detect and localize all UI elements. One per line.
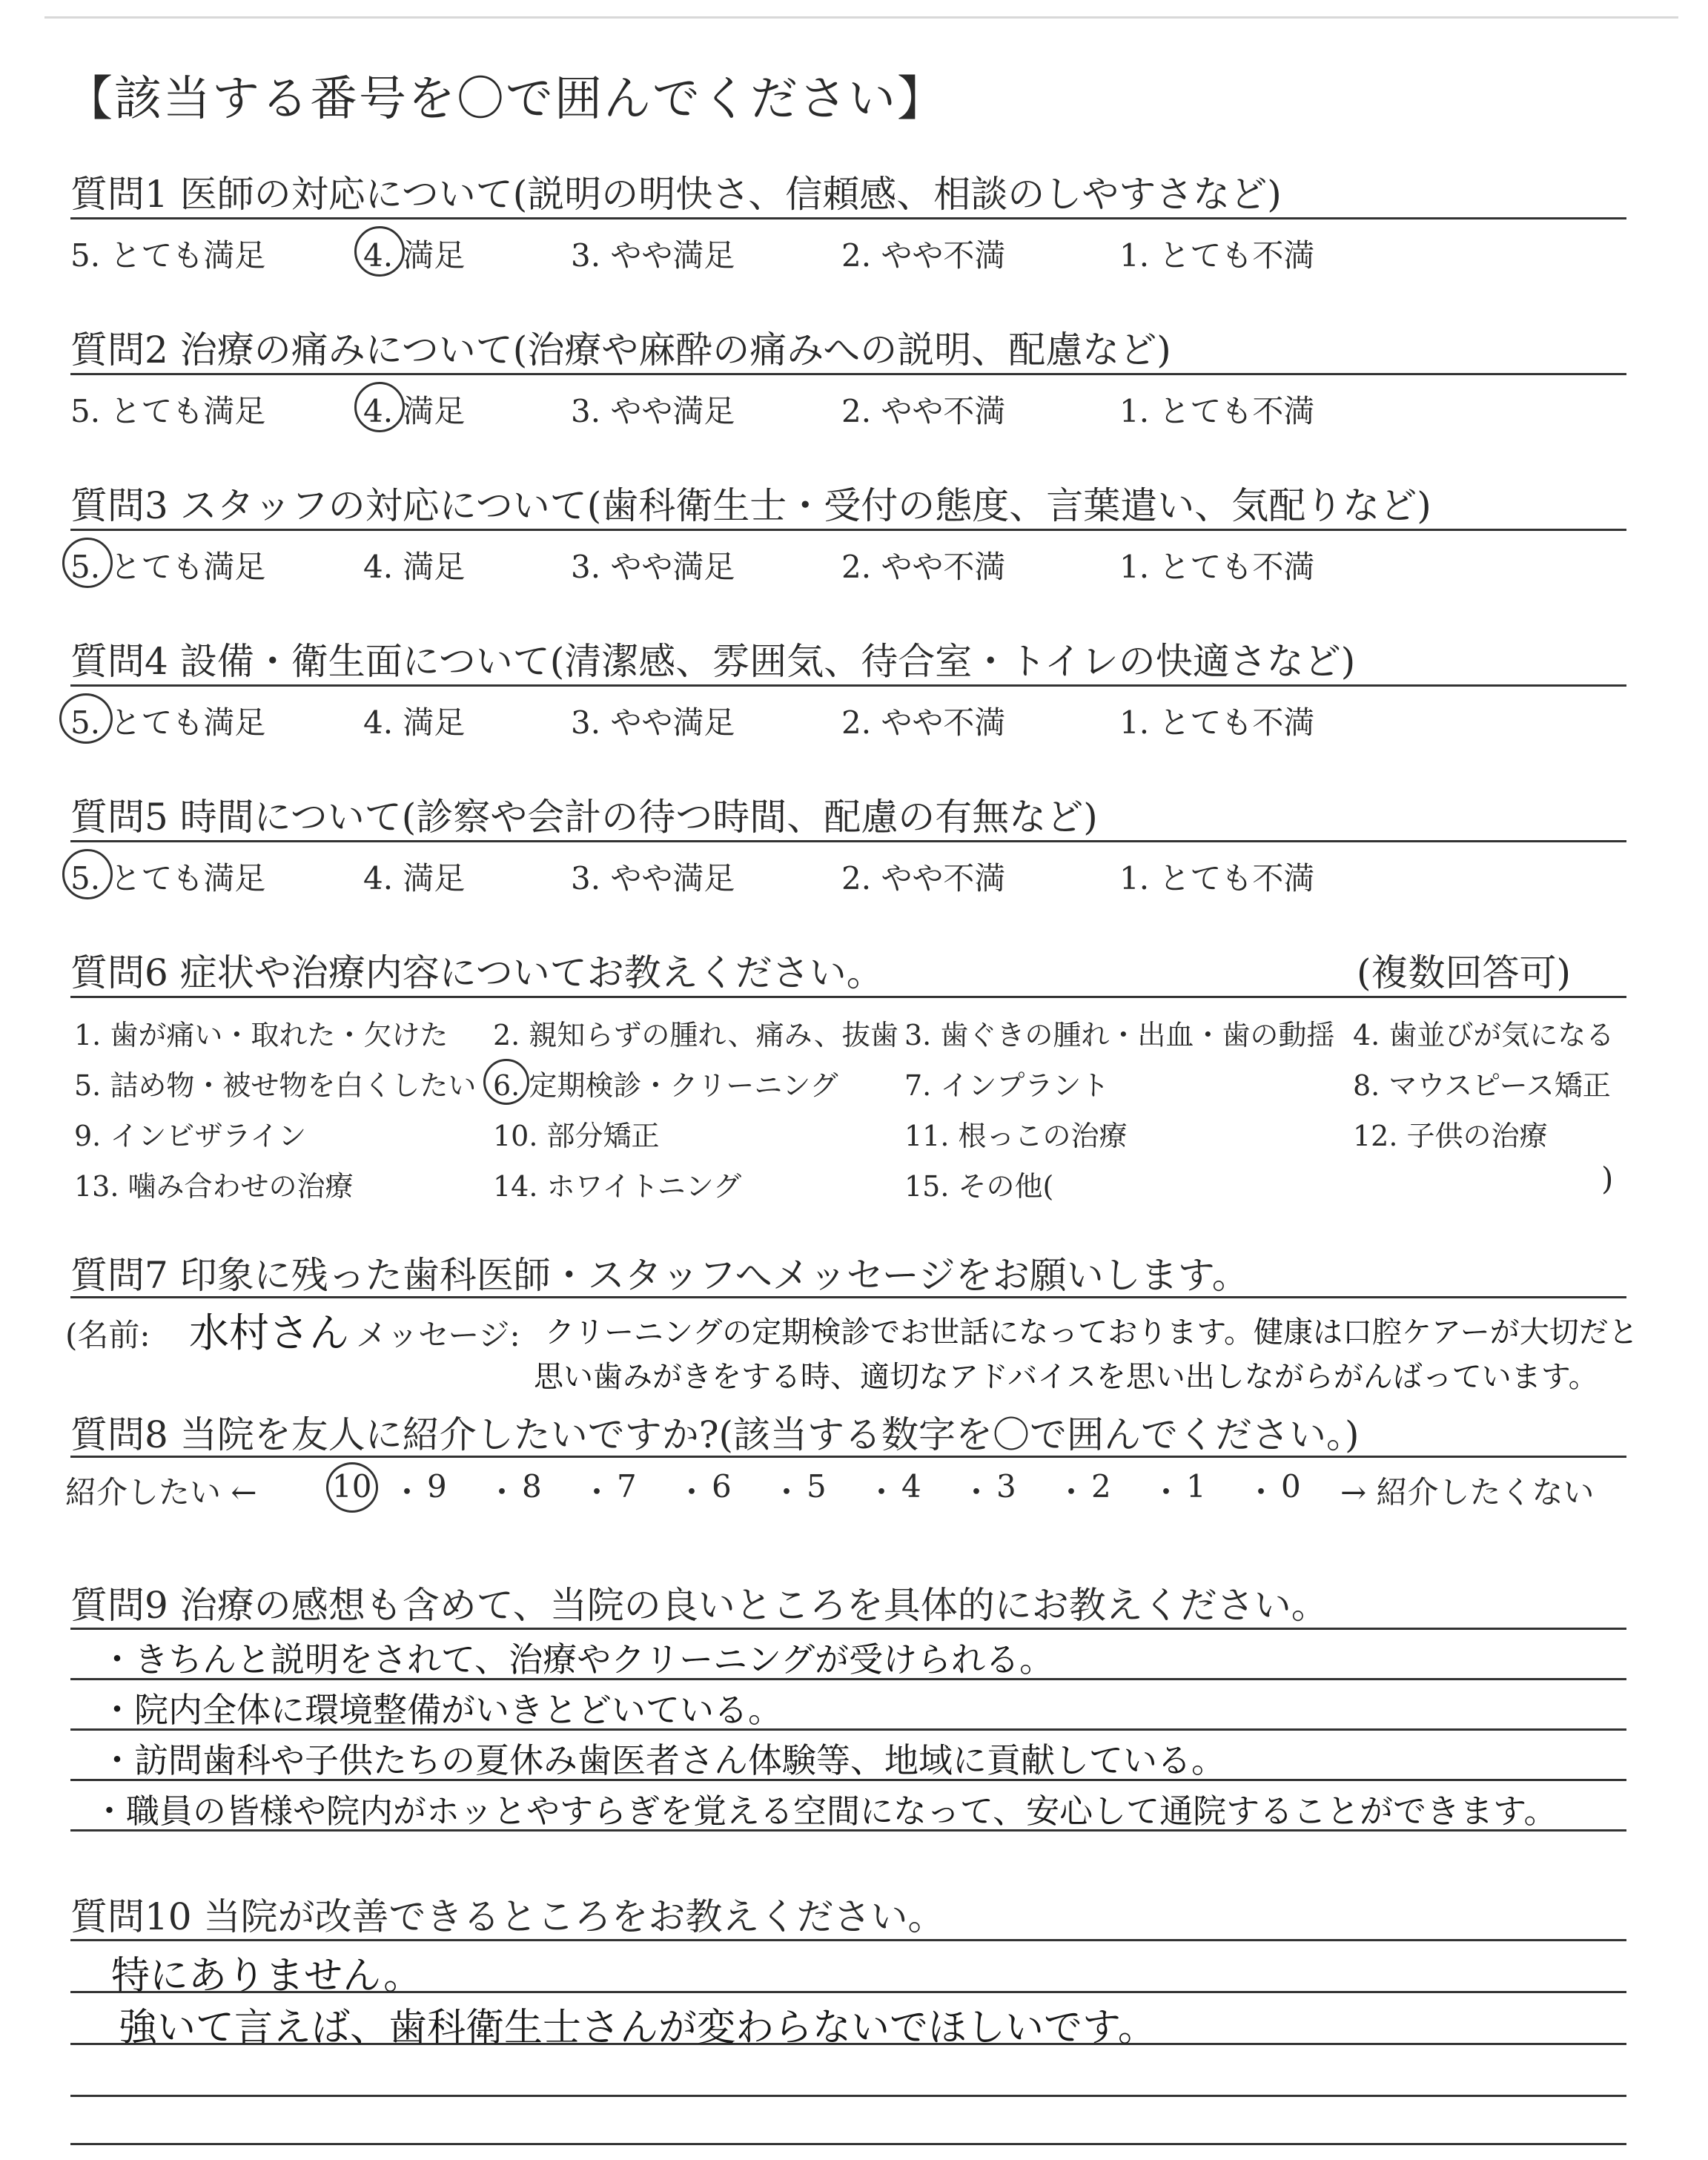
q9-answer-2: ・院内全体に環境整備がいきとどいている。 — [100, 1690, 782, 1730]
q5-option-5[interactable]: 5. とても満足 — [70, 860, 266, 896]
q7-name-label: (名前: — [65, 1317, 150, 1353]
q8-number-4[interactable]: 4 — [901, 1468, 921, 1505]
q2-option-2[interactable]: 2. やや不満 — [841, 393, 1006, 429]
q2-option-3[interactable]: 3. やや満足 — [571, 393, 735, 429]
q6-option-8[interactable]: 8. マウスピース矯正 — [1353, 1069, 1611, 1102]
q1-option-2[interactable]: 2. やや不満 — [841, 237, 1006, 274]
q3-option-1[interactable]: 1. とても不満 — [1119, 549, 1315, 585]
q10-rule-4 — [70, 2095, 1626, 2097]
q10-answer-2: 強いて言えば、歯科衛生士さんが変わらないでほしいです。 — [119, 2006, 1156, 2050]
q6-rule — [70, 996, 1626, 998]
q10-answer-1: 特にありません。 — [111, 1954, 423, 1998]
q8-separator-dot: ・ — [1151, 1474, 1182, 1510]
q8-number-3[interactable]: 3 — [996, 1468, 1016, 1505]
q3-selected-circle — [62, 538, 113, 588]
q1-selected-circle — [354, 226, 405, 277]
q8-number-6[interactable]: 6 — [712, 1468, 732, 1505]
q8-number-1[interactable]: 1 — [1186, 1468, 1206, 1505]
q1-rule — [70, 217, 1626, 219]
q8-separator-dot: ・ — [961, 1474, 993, 1510]
q7-message-line-1: クリーニングの定期検診でお世話になっております。健康は口腔ケアーが大切だと — [545, 1315, 1638, 1350]
q8-separator-dot: ・ — [391, 1474, 423, 1510]
q6-option-12[interactable]: 12. 子供の治療 — [1353, 1120, 1548, 1152]
q2-selected-circle — [354, 382, 405, 432]
q6-option-2[interactable]: 2. 親知らずの腫れ、痛み、抜歯 — [493, 1019, 898, 1051]
q4-option-4[interactable]: 4. 満足 — [363, 704, 466, 741]
q8-separator-dot: ・ — [1056, 1474, 1088, 1510]
q8-number-7[interactable]: 7 — [617, 1468, 637, 1505]
q8-number-8[interactable]: 8 — [522, 1468, 542, 1505]
q3-option-5[interactable]: 5. とても満足 — [70, 549, 266, 585]
q8-number-2[interactable]: 2 — [1091, 1468, 1111, 1505]
q4-option-5[interactable]: 5. とても満足 — [70, 704, 266, 741]
q6-option-13[interactable]: 13. 噛み合わせの治療 — [74, 1170, 354, 1203]
q7-message-line-2: 思い歯みがきをする時、適切なアドバイスを思い出しながらがんばっています。 — [534, 1360, 1598, 1394]
q3-option-2[interactable]: 2. やや不満 — [841, 549, 1006, 585]
q4-label: 質問4 設備・衛生面について(清潔感、雰囲気、待合室・トイレの快適さなど) — [70, 640, 1356, 683]
q5-selected-circle — [62, 849, 113, 899]
q8-right-label: → 紹介したくない — [1340, 1474, 1595, 1510]
q5-option-4[interactable]: 4. 満足 — [363, 860, 466, 896]
q8-number-5[interactable]: 5 — [807, 1468, 827, 1505]
top-edge-line — [44, 16, 1678, 19]
q2-option-5[interactable]: 5. とても満足 — [70, 393, 266, 429]
q1-label: 質問1 医師の対応について(説明の明快さ、信頼感、相談のしやすさなど) — [70, 173, 1282, 216]
q9-answer-4: ・職員の皆様や院内がホッとやすらぎを覚える空間になって、安心して通院することができます。 — [93, 1791, 1558, 1831]
q8-number-9[interactable]: 9 — [427, 1468, 447, 1505]
q7-label: 質問7 印象に残った歯科医師・スタッフへメッセージをお願いします。 — [70, 1254, 1249, 1297]
q8-selected-circle — [326, 1462, 378, 1513]
q2-option-1[interactable]: 1. とても不満 — [1119, 393, 1315, 429]
q6-option-6[interactable]: 6. 定期検診・クリーニング — [493, 1069, 838, 1102]
q9-answer-3: ・訪問歯科や子供たちの夏休み歯医者さん体験等、地域に貢献している。 — [100, 1740, 1225, 1780]
q6-option-10[interactable]: 10. 部分矯正 — [493, 1120, 660, 1152]
q4-rule — [70, 684, 1626, 687]
q8-number-0[interactable]: 0 — [1281, 1468, 1301, 1505]
q8-separator-dot: ・ — [581, 1474, 613, 1510]
q4-option-2[interactable]: 2. やや不満 — [841, 704, 1006, 741]
q5-option-2[interactable]: 2. やや不満 — [841, 860, 1006, 896]
q3-label: 質問3 スタッフの対応について(歯科衛生士・受付の態度、言葉遣い、気配りなど) — [70, 484, 1431, 527]
q6-option-5[interactable]: 5. 詰め物・被せ物を白くしたい — [74, 1069, 477, 1102]
q4-option-1[interactable]: 1. とても不満 — [1119, 704, 1315, 741]
q3-option-4[interactable]: 4. 満足 — [363, 549, 466, 585]
q8-separator-dot: ・ — [1245, 1474, 1277, 1510]
q8-separator-dot: ・ — [676, 1474, 708, 1510]
q6-option-4[interactable]: 4. 歯並びが気になる — [1353, 1019, 1615, 1051]
q6-option-15[interactable]: 15. その他( — [904, 1170, 1054, 1203]
q9-answer-1: ・きちんと説明をされて、治療やクリーニングが受けられる。 — [100, 1639, 1054, 1680]
q6-selected-circle — [483, 1059, 529, 1105]
q3-rule — [70, 529, 1626, 531]
q6-option-9[interactable]: 9. インビザライン — [74, 1120, 307, 1152]
q9-rule-1 — [70, 1628, 1626, 1630]
q5-rule — [70, 840, 1626, 842]
q8-left-label: 紹介したい ← — [65, 1474, 257, 1510]
q6-option-14[interactable]: 14. ホワイトニング — [493, 1170, 742, 1203]
q7-message-label: メッセージ: — [356, 1317, 520, 1353]
q8-label: 質問8 当院を友人に紹介したいですか?(該当する数字を〇で囲んでください。) — [70, 1413, 1360, 1456]
q1-option-4[interactable]: 4. 満足 — [363, 237, 466, 274]
q10-label: 質問10 当院が改善できるところをお教えください。 — [70, 1895, 945, 1938]
q6-option-1[interactable]: 1. 歯が痛い・取れた・欠けた — [74, 1019, 448, 1051]
q6-option-7[interactable]: 7. インプラント — [904, 1069, 1110, 1102]
q8-separator-dot: ・ — [771, 1474, 803, 1510]
q6-multi-answer-note: (複数回答可) — [1357, 951, 1572, 994]
q8-separator-dot: ・ — [866, 1474, 898, 1510]
q6-option-3[interactable]: 3. 歯ぐきの腫れ・出血・歯の動揺 — [904, 1019, 1335, 1051]
q9-label: 質問9 治療の感想も含めて、当院の良いところを具体的にお教えください。 — [70, 1584, 1328, 1627]
q3-option-3[interactable]: 3. やや満足 — [571, 549, 735, 585]
q6-option-11[interactable]: 11. 根っこの治療 — [904, 1120, 1128, 1152]
q2-option-4[interactable]: 4. 満足 — [363, 393, 466, 429]
q7-name-value: 水村さん — [189, 1309, 349, 1356]
q2-rule — [70, 373, 1626, 375]
q5-option-3[interactable]: 3. やや満足 — [571, 860, 735, 896]
q6-other-close-paren: ) — [1601, 1160, 1614, 1197]
q8-rule — [70, 1456, 1626, 1458]
q4-option-3[interactable]: 3. やや満足 — [571, 704, 735, 741]
q10-rule-1 — [70, 1939, 1626, 1941]
q7-rule — [70, 1296, 1626, 1298]
q5-label: 質問5 時間について(診察や会計の待つ時間、配慮の有無など) — [70, 796, 1098, 839]
q8-separator-dot: ・ — [486, 1474, 518, 1510]
q6-label: 質問6 症状や治療内容についてお教えください。 — [70, 951, 884, 994]
q10-rule-5 — [70, 2143, 1626, 2145]
q8-number-10[interactable]: 10 — [332, 1468, 372, 1505]
q1-option-1[interactable]: 1. とても不満 — [1119, 237, 1315, 274]
q5-option-1[interactable]: 1. とても不満 — [1119, 860, 1315, 896]
q4-selected-circle — [59, 693, 113, 744]
q1-option-3[interactable]: 3. やや満足 — [571, 237, 735, 274]
q2-label: 質問2 治療の痛みについて(治療や麻酔の痛みへの説明、配慮など) — [70, 328, 1171, 371]
q1-option-5[interactable]: 5. とても満足 — [70, 237, 266, 274]
form-title: 【該当する番号を〇で囲んでください】 — [65, 72, 946, 127]
